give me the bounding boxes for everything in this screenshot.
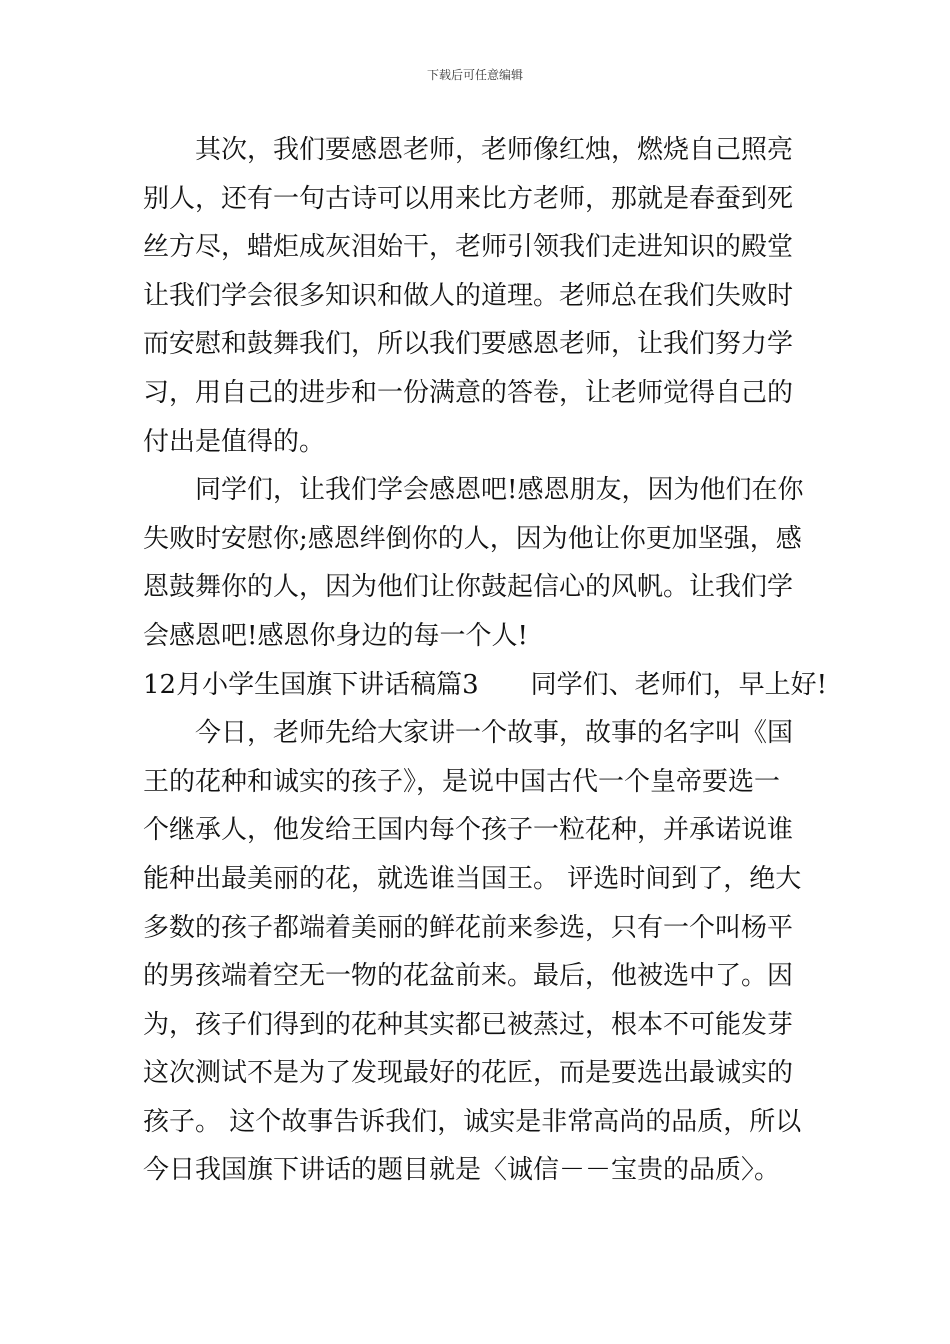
section-title-line: 12月小学生国旗下讲话稿篇3 同学们、老师们，早上好! bbox=[143, 669, 828, 700]
text-line: 个继承人，他发给王国内每个孩子一粒花种，并承诺说谁 bbox=[143, 815, 794, 846]
text-line: 这次测试不是为了发现最好的花匠，而是要选出最诚实的 bbox=[143, 1058, 794, 1089]
text-line: 而安慰和鼓舞我们，所以我们要感恩老师，让我们努力学 bbox=[143, 329, 794, 360]
text-line: 为，孩子们得到的花种其实都已被蒸过，根本不可能发芽 bbox=[143, 1009, 794, 1040]
text-line: 其次，我们要感恩老师，老师像红烛，燃烧自己照亮 bbox=[195, 135, 794, 165]
text-line: 会感恩吧!感恩你身边的每一个人! bbox=[143, 620, 528, 651]
text-line: 今日，老师先给大家讲一个故事，故事的名字叫《国 bbox=[195, 718, 794, 749]
text-line: 付出是值得的。 bbox=[143, 426, 326, 457]
text-line: 恩鼓舞你的人，因为他们让你鼓起信心的风帆。让我们学 bbox=[143, 572, 794, 603]
page-header: 下载后可任意编辑 bbox=[426, 68, 523, 82]
text-line: 今日我国旗下讲话的题目就是〈诚信－－宝贵的品质〉。 bbox=[143, 1155, 781, 1186]
text-line: 孩子。 这个故事告诉我们，诚实是非常高尚的品质，所以 bbox=[143, 1106, 802, 1137]
text-line: 让我们学会很多知识和做人的道理。老师总在我们失败时 bbox=[143, 280, 794, 311]
text-line: 失败时安慰你;感恩绊倒你的人，因为他让你更加坚强，感 bbox=[143, 523, 802, 554]
text-line: 同学们，让我们学会感恩吧!感恩朋友，因为他们在你 bbox=[195, 475, 804, 506]
text-line: 别人，还有一句古诗可以用来比方老师，那就是春蚕到死 bbox=[143, 183, 794, 214]
text-line: 多数的孩子都端着美丽的鲜花前来参选，只有一个叫杨平 bbox=[143, 912, 794, 943]
text-line: 丝方尽，蜡炬成灰泪始干，老师引领我们走进知识的殿堂 bbox=[143, 232, 794, 263]
text-line: 的男孩端着空无一物的花盆前来。最后，他被选中了。因 bbox=[143, 961, 794, 992]
body-text bbox=[143, 126, 828, 1195]
text-line: 王的花种和诚实的孩子》，是说中国古代一个皇帝要选一 bbox=[143, 766, 781, 797]
text-line: 能种出最美丽的花，就选谁当国王。 评选时间到了，绝大 bbox=[143, 863, 802, 894]
text-line: 习，用自己的进步和一份满意的答卷，让老师觉得自己的 bbox=[143, 377, 794, 408]
